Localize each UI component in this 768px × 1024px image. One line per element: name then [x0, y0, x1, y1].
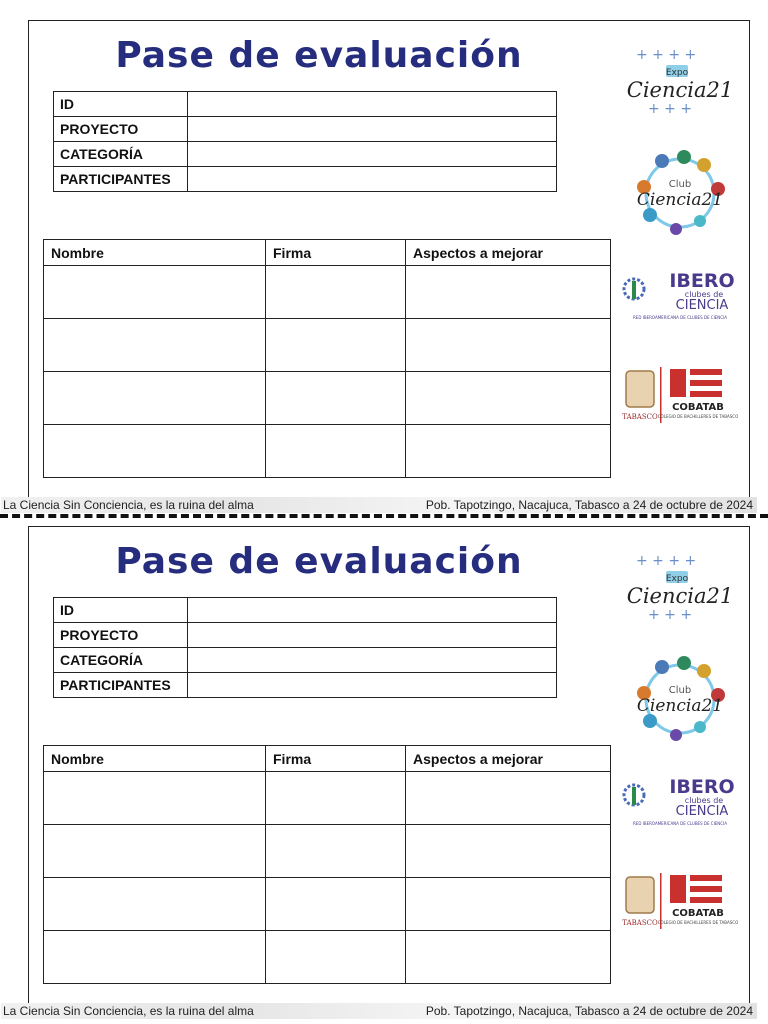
table-row: [44, 266, 611, 319]
info-value-cell[interactable]: [188, 648, 557, 673]
header-nombre: Nombre: [44, 746, 266, 772]
cell-aspectos[interactable]: [406, 772, 611, 825]
cell-firma[interactable]: [266, 372, 406, 425]
evaluation-pass-bottom: [3, 526, 753, 1018]
logos-column: [617, 45, 743, 429]
expo-ciencia21-logo: [620, 551, 740, 623]
cell-nombre[interactable]: [44, 931, 266, 984]
svg-text:Ciencia21: Ciencia21: [636, 696, 724, 716]
table-row: [44, 772, 611, 825]
info-label: ID: [54, 92, 188, 117]
info-label: CATEGORÍA: [54, 648, 188, 673]
cell-nombre[interactable]: [44, 825, 266, 878]
info-value-cell[interactable]: [188, 92, 557, 117]
header-nombre: Nombre: [44, 240, 266, 266]
cell-aspectos[interactable]: [406, 425, 611, 478]
info-row-participants: [54, 167, 557, 192]
footer-place-date: Pob. Tapotzingo, Nacajuca, Tabasco a 24 de octubre de 2024: [425, 498, 753, 512]
info-label: PROYECTO: [54, 623, 188, 648]
cobatab-logo: [620, 869, 740, 935]
cell-aspectos[interactable]: [406, 825, 611, 878]
footer-bar: [1, 497, 757, 513]
info-label: CATEGORÍA: [54, 142, 188, 167]
cell-firma[interactable]: [266, 931, 406, 984]
svg-text:Expo: Expo: [665, 68, 689, 78]
info-label: PARTICIPANTES: [54, 673, 188, 698]
cell-aspectos[interactable]: [406, 266, 611, 319]
evaluation-pass-top: [3, 20, 753, 512]
page-title: Pase de evaluación: [115, 541, 523, 582]
header-aspectos: Aspectos a mejorar: [406, 240, 611, 266]
svg-text:Expo: Expo: [665, 574, 689, 584]
cell-aspectos[interactable]: [406, 878, 611, 931]
info-row-project: [54, 117, 557, 142]
svg-text:Ciencia21: Ciencia21: [626, 78, 734, 102]
evaluators-table: [43, 745, 611, 984]
info-value-cell[interactable]: [188, 623, 557, 648]
svg-text:+ + +: + + +: [648, 607, 693, 623]
header-firma: Firma: [266, 240, 406, 266]
cell-nombre[interactable]: [44, 266, 266, 319]
svg-text:Club: Club: [668, 685, 692, 696]
cell-firma[interactable]: [266, 319, 406, 372]
cell-nombre[interactable]: [44, 372, 266, 425]
svg-text:clubes de: clubes de: [684, 290, 724, 299]
svg-text:+ + + +: + + + +: [636, 553, 697, 569]
info-value-cell[interactable]: [188, 598, 557, 623]
svg-text:+ + +: + + +: [648, 101, 693, 117]
table-row: [44, 931, 611, 984]
table-row: [44, 319, 611, 372]
footer-motto: La Ciencia Sin Conciencia, es la ruina del alma: [3, 1004, 254, 1018]
svg-text:COBATAB: COBATAB: [672, 908, 724, 919]
project-info-table: [53, 91, 557, 192]
svg-text:TABASCO: TABASCO: [622, 413, 658, 421]
cell-firma[interactable]: [266, 878, 406, 931]
info-row-id: [54, 598, 557, 623]
info-value-cell[interactable]: [188, 167, 557, 192]
table-row: [44, 825, 611, 878]
svg-text:TABASCO: TABASCO: [622, 919, 658, 927]
svg-text:IBERO: IBERO: [669, 270, 735, 292]
cut-line: [0, 514, 768, 518]
svg-text:RED IBEROAMERICANA DE CLUBES D: RED IBEROAMERICANA DE CLUBES DE CIENCIA: [633, 315, 727, 320]
cell-nombre[interactable]: [44, 772, 266, 825]
cell-aspectos[interactable]: [406, 931, 611, 984]
header-aspectos: Aspectos a mejorar: [406, 746, 611, 772]
footer-motto: La Ciencia Sin Conciencia, es la ruina del alma: [3, 498, 254, 512]
expo-ciencia21-logo: [620, 45, 740, 117]
info-row-category: [54, 648, 557, 673]
logos-column: [617, 551, 743, 935]
svg-text:CIENCIA: CIENCIA: [675, 298, 729, 313]
ibero-clubes-ciencia-logo: [620, 773, 740, 829]
svg-text:COLEGIO DE BACHILLERES DE TABA: COLEGIO DE BACHILLERES DE TABASCO: [657, 414, 739, 419]
svg-text:RED IBEROAMERICANA DE CLUBES D: RED IBEROAMERICANA DE CLUBES DE CIENCIA: [633, 821, 727, 826]
project-info-table: [53, 597, 557, 698]
table-row: [44, 878, 611, 931]
svg-text:Ciencia21: Ciencia21: [636, 190, 724, 210]
info-label: PROYECTO: [54, 117, 188, 142]
svg-text:COLEGIO DE BACHILLERES DE TABA: COLEGIO DE BACHILLERES DE TABASCO: [657, 920, 739, 925]
footer-place-date: Pob. Tapotzingo, Nacajuca, Tabasco a 24 de octubre de 2024: [425, 1004, 753, 1018]
evaluators-table: [43, 239, 611, 478]
info-row-id: [54, 92, 557, 117]
svg-text:+ + + +: + + + +: [636, 47, 697, 63]
cell-aspectos[interactable]: [406, 319, 611, 372]
svg-text:CIENCIA: CIENCIA: [675, 804, 729, 819]
info-row-category: [54, 142, 557, 167]
info-row-project: [54, 623, 557, 648]
table-row: [44, 372, 611, 425]
cell-firma[interactable]: [266, 825, 406, 878]
ibero-clubes-ciencia-logo: [620, 267, 740, 323]
svg-text:Club: Club: [668, 179, 692, 190]
info-label: ID: [54, 598, 188, 623]
svg-text:clubes de: clubes de: [684, 796, 724, 805]
cell-firma[interactable]: [266, 425, 406, 478]
club-ciencia21-logo: [620, 147, 740, 239]
info-label: PARTICIPANTES: [54, 167, 188, 192]
cobatab-logo: [620, 363, 740, 429]
club-ciencia21-logo: [620, 653, 740, 745]
svg-text:IBERO: IBERO: [669, 776, 735, 798]
cell-nombre[interactable]: [44, 425, 266, 478]
info-value-cell[interactable]: [188, 117, 557, 142]
header-firma: Firma: [266, 746, 406, 772]
footer-bar: [1, 1003, 757, 1019]
svg-text:Ciencia21: Ciencia21: [626, 584, 734, 608]
cell-nombre[interactable]: [44, 319, 266, 372]
cell-firma[interactable]: [266, 266, 406, 319]
info-row-participants: [54, 673, 557, 698]
cell-nombre[interactable]: [44, 878, 266, 931]
table-row: [44, 425, 611, 478]
svg-text:COBATAB: COBATAB: [672, 402, 724, 413]
info-value-cell[interactable]: [188, 673, 557, 698]
page-title: Pase de evaluación: [115, 35, 523, 76]
cell-firma[interactable]: [266, 772, 406, 825]
info-value-cell[interactable]: [188, 142, 557, 167]
cell-aspectos[interactable]: [406, 372, 611, 425]
